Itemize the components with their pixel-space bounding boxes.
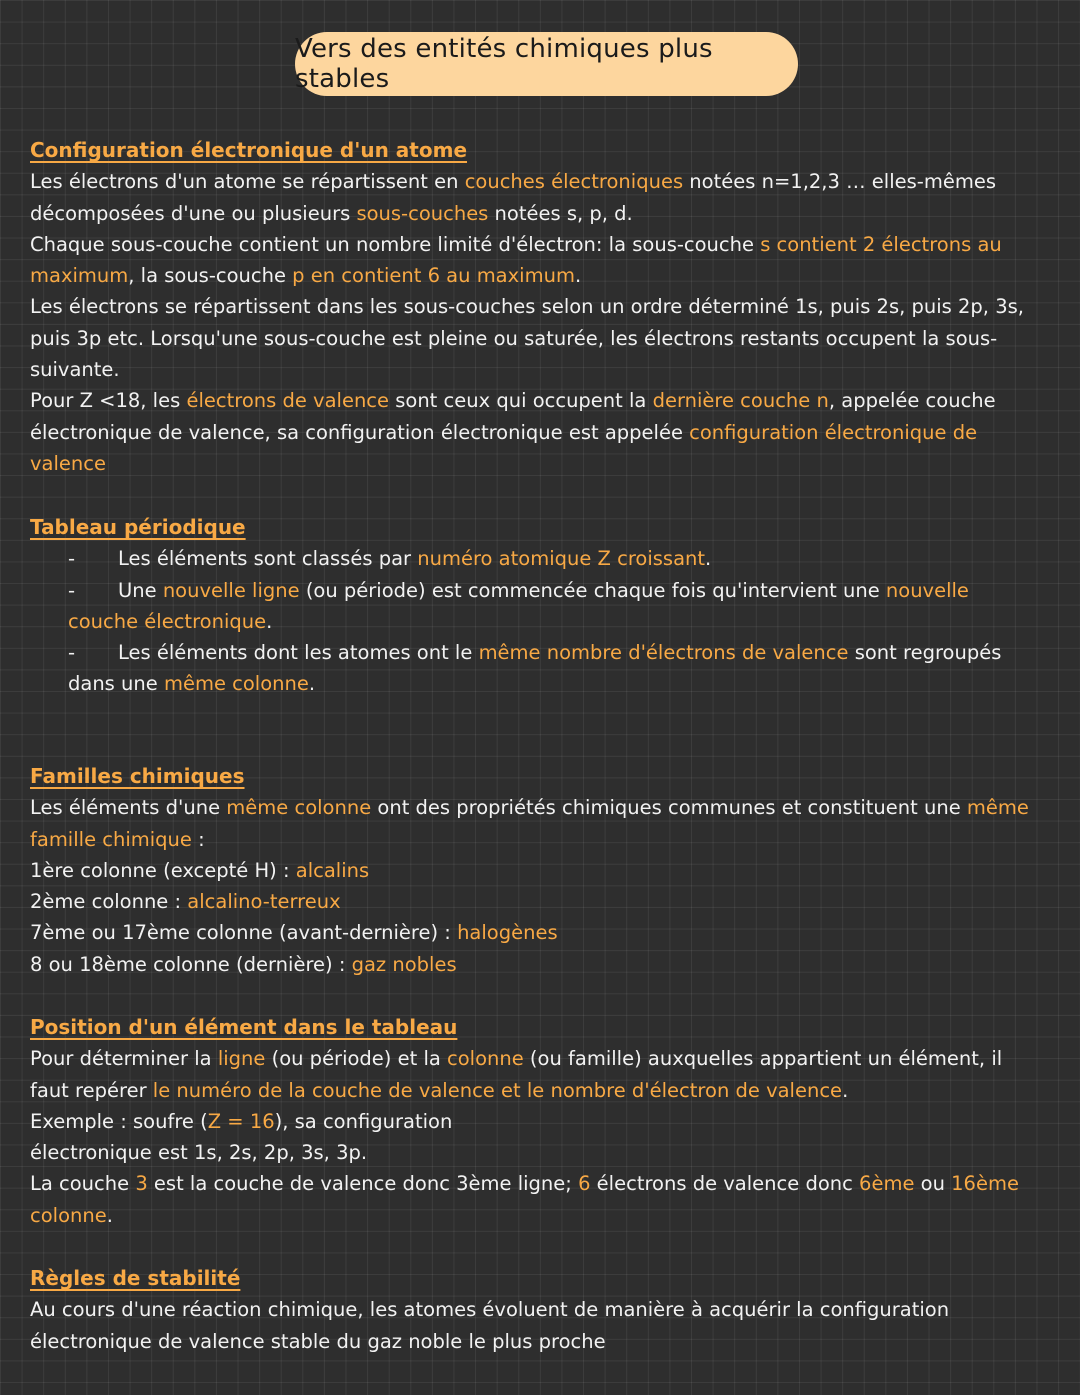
section-tableau [30,512,1045,700]
page-title [295,32,798,96]
list-item: - Les éléments dont les atomes ont le même nombre d'électrons de valence sont regroupés dans une même colonne. [68,641,1002,696]
section-heading: Configuration électronique d'un atome [30,138,468,162]
family-line: 8 ou 18ème colonne (dernière) : gaz nobles [30,952,457,976]
family-line: 1ère colonne (excepté H) : alcalins [30,858,370,882]
example-line: La couche 3 est la couche de valence donc 3ème ligne; 6 électrons de valence donc 6ème ou 16ème colonne. [30,1172,1019,1227]
list-item: - Une nouvelle ligne (ou période) est commencée chaque fois qu'intervient une nouvelle couche électronique. [68,578,969,633]
example-line: Exemple : soufre (Z = 16), sa configuration [30,1109,453,1133]
section-heading: Position d'un élément dans le tableau [30,1015,458,1039]
example-line: électronique est 1s, 2s, 2p, 3s, 3p. [30,1141,368,1165]
section-position [30,1012,1045,1231]
family-line: 2ème colonne : alcalino-terreux [30,890,341,914]
section-heading: Règles de stabilité [30,1266,241,1290]
page-title-text: Vers des entités chimiques plus stables [295,34,713,94]
paragraph: électronique de valence stable du gaz noble le plus proche [30,1329,606,1353]
list-item: - Les éléments sont classés par numéro atomique Z croissant. [68,547,712,571]
bullet-list [30,543,1045,699]
paragraph: Les électrons d'un atome se répartissent en couches électroniques notées n=1,2,3 … elles-mêmes décomposées d'une ou plusieurs sous-couches notées s, p, d. [30,170,996,225]
section-heading: Tableau périodique [30,515,246,539]
paragraph: Les éléments d'une même colonne ont des propriétés chimiques communes et constituent une même famille chimique : [30,796,1029,851]
paragraph: Pour Z <18, les électrons de valence sont ceux qui occupent la dernière couche n, appelée couche électronique de valence, sa configuration électronique est appelée configuration électronique de valence [30,389,996,475]
family-line: 7ème ou 17ème colonne (avant-dernière) : halogènes [30,921,558,945]
paragraph: Au cours d'une réaction chimique, les atomes évoluent de manière à acquérir la configuration [30,1298,950,1322]
paragraph: Pour déterminer la ligne (ou période) et la colonne (ou famille) auxquelles appartient un élément, il faut repérer le numéro de la couche de valence et le nombre d'électron de valence. [30,1047,1003,1102]
section-heading: Familles chimiques [30,764,245,788]
section-configuration [30,135,1045,479]
section-regles [30,1263,1045,1357]
paragraph: Les électrons se répartissent dans les sous-couches selon un ordre déterminé 1s, puis 2s, puis 2p, 3s, puis 3p etc. Lorsqu'une sous-couche est pleine ou saturée, les électrons restants occupent la sous-suivante. [30,295,1024,382]
section-familles [30,761,1045,980]
paragraph: Chaque sous-couche contient un nombre limité d'électron: la sous-couche s contient 2 électrons au maximum, la sous-couche p en contient 6 au maximum. [30,232,1002,288]
